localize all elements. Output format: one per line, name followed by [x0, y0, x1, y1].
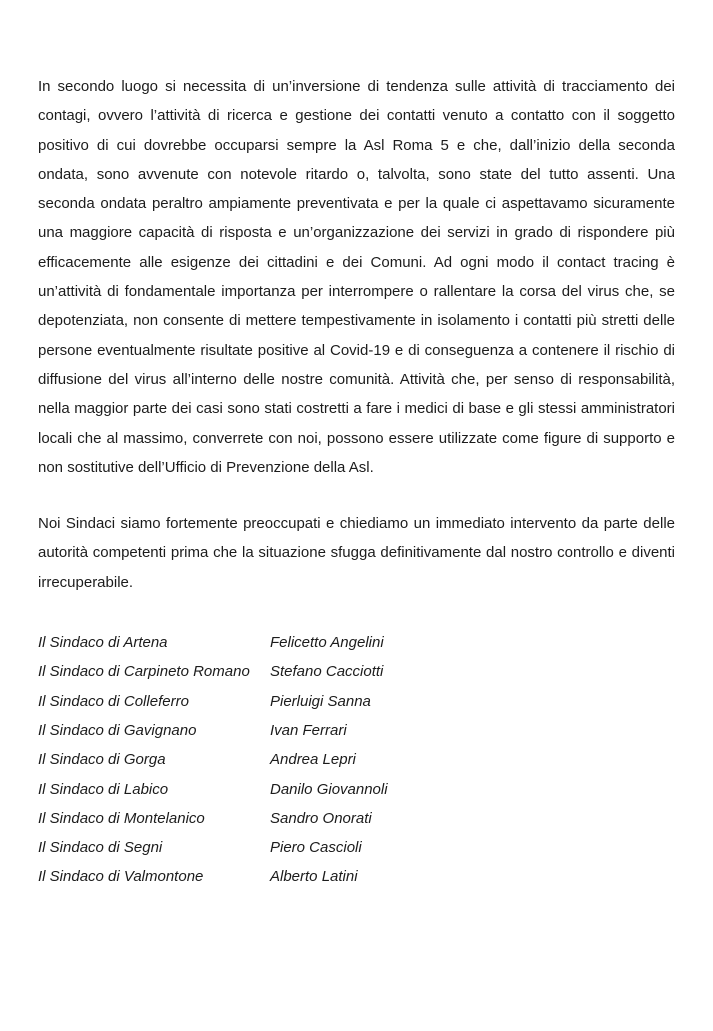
- signature-row: [38, 745, 675, 774]
- signature-row: [38, 833, 675, 862]
- signature-row: [38, 628, 675, 657]
- signature-row: [38, 804, 675, 833]
- signature-role: Il Sindaco di Montelanico: [38, 809, 205, 827]
- signature-name: Piero Cascioli: [270, 839, 362, 857]
- signature-name: Ivan Ferrari: [270, 721, 347, 739]
- signature-row: [38, 775, 675, 804]
- signature-role: Il Sindaco di Carpineto Romano: [38, 663, 250, 681]
- signature-name: Andrea Lepri: [270, 751, 356, 769]
- paragraph-mayors-appeal: Noi Sindaci siamo fortemente preoccupati e chiediamo un immediato intervento da parte delle autorità competenti prima che la situazione sfugga definitivamente dal nostro controllo e diventi irrecuperabile.: [38, 515, 675, 591]
- signature-name: Danilo Giovannoli: [270, 780, 388, 798]
- signature-name: Felicetto Angelini: [270, 634, 384, 652]
- signature-name: Alberto Latini: [270, 868, 358, 886]
- signature-row: [38, 657, 675, 686]
- signature-role: Il Sindaco di Segni: [38, 839, 163, 857]
- signature-role: Il Sindaco di Labico: [38, 780, 169, 798]
- signature-row: [38, 716, 675, 745]
- paragraph-contact-tracing: In secondo luogo si necessita di un’inversione di tendenza sulle attività di tracciamento dei contagi, ovvero l’attività di ricerca e gestione dei contatti venuto a contatto con il soggetto positivo di cui dovrebbe occuparsi sempre la Asl Roma 5 e che, dall’inizio della seconda ondata, sono avvenute con notevole ritardo o, talvolta, sono state del tutto assenti. Una seconda ondata peraltro ampiamente preventivata e per la quale ci aspettavamo sicuramente una maggiore capacità di risposta e un’organizzazione dei servizi in grado di rispondere più efficacemente alle esigenze dei cittadini e dei Comuni. Ad ogni modo il contact tracing è un’attività di fondamentale importanza per interrompere o rallentare la corsa del virus che, se depotenziata, non consente di mettere tempestivamente in isolamento i contatti più stretti delle persone eventualmente risultate positive al Covid-19 e di conseguenza a contenere il rischio di diffusione del virus all’interno delle nostre comunità. Attività che, per senso di responsabilità, nella maggior parte dei casi sono stati costretti a fare i medici di base e gli stessi amministratori locali che al massimo, converrete con noi, possono essere utilizzate come figure di supporto e non sostitutive dell’Ufficio di Prevenzione della Asl.: [38, 78, 675, 476]
- signature-list: [38, 628, 675, 892]
- signature-role: Il Sindaco di Valmontone: [38, 868, 204, 886]
- signature-name: Sandro Onorati: [270, 809, 372, 827]
- signature-row: [38, 862, 675, 891]
- signature-name: Pierluigi Sanna: [270, 692, 371, 710]
- signature-name: Stefano Cacciotti: [270, 663, 384, 681]
- signature-role: Il Sindaco di Gorga: [38, 751, 166, 769]
- signature-role: Il Sindaco di Artena: [38, 634, 168, 652]
- signature-role: Il Sindaco di Gavignano: [38, 721, 197, 739]
- signature-row: [38, 687, 675, 716]
- signature-role: Il Sindaco di Colleferro: [38, 692, 189, 710]
